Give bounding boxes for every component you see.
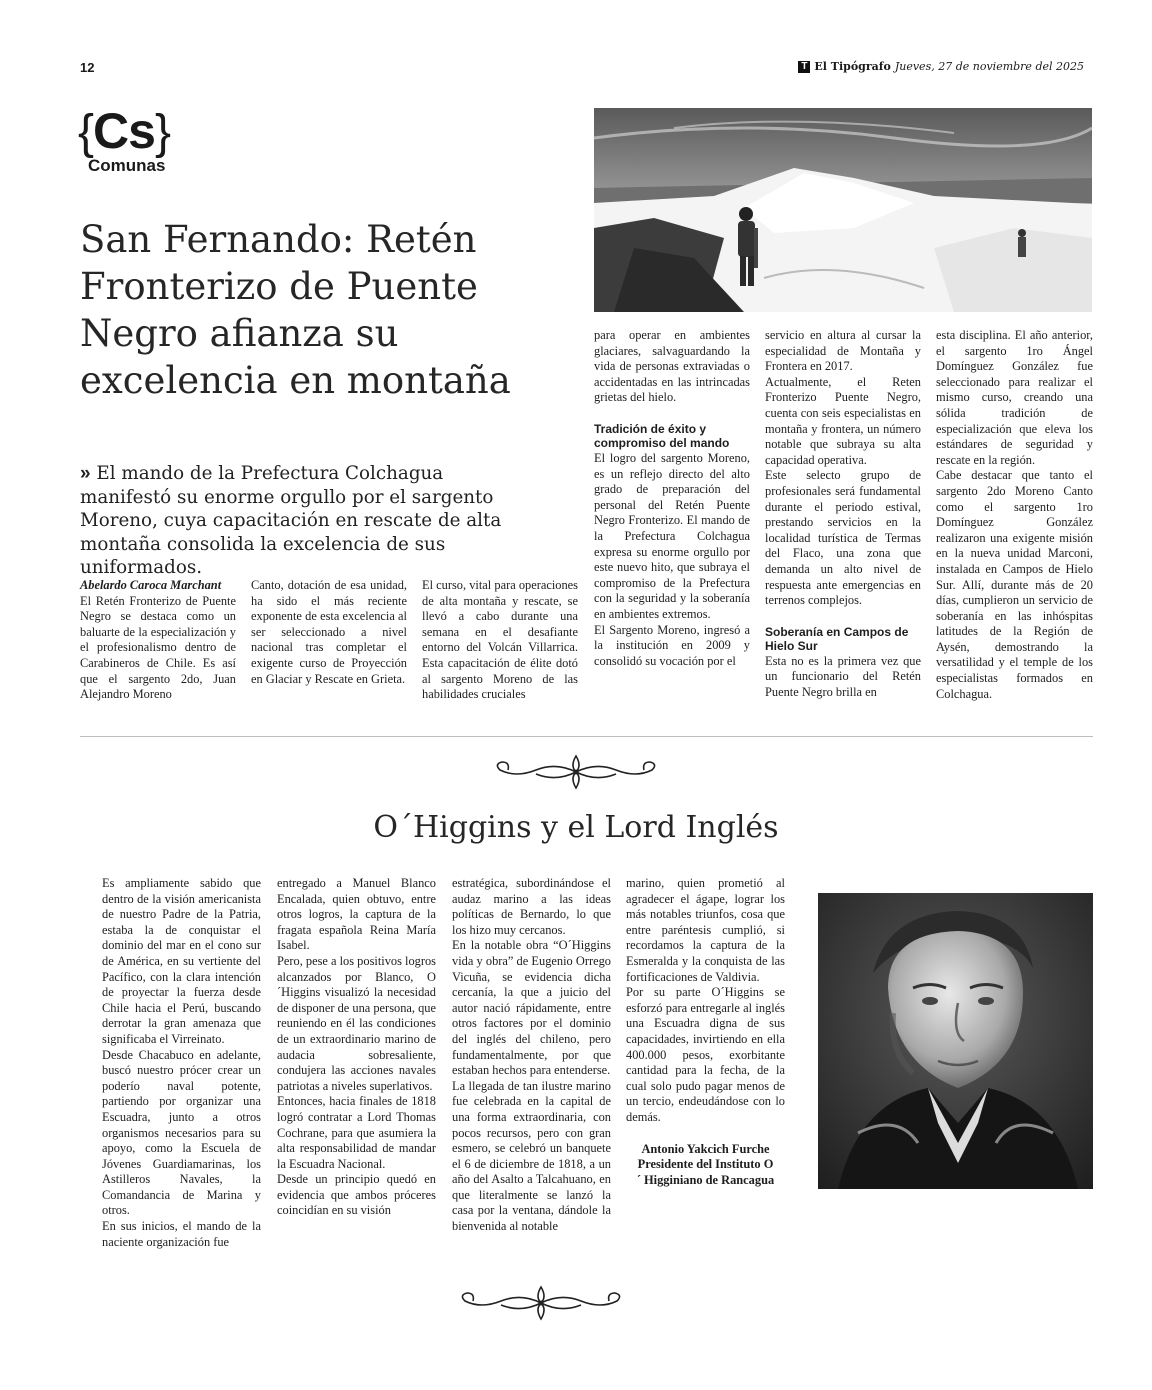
article-deck bbox=[80, 462, 540, 580]
article2-column-2 bbox=[277, 876, 436, 1219]
article-column-6 bbox=[936, 328, 1093, 702]
signature-name: Antonio Yakcich Furche bbox=[641, 1141, 770, 1156]
body-paragraph: marino, quien prometió al agradecer el ágape, lograr los más notables triunfos, cosa que entre paréntesis cumplió, si recordamos la captura de la Esmeralda y la conquista de las fortificaciones de Valdivia. bbox=[626, 876, 785, 984]
ornament-divider-icon bbox=[486, 752, 666, 796]
body-paragraph: entregado a Manuel Blanco Encalada, quien obtuvo, entre otros logros, la captura de la fragata española Reina María Isabel. bbox=[277, 876, 436, 953]
subheading: Tradición de éxito y compromiso del mando bbox=[594, 421, 730, 451]
article-column-2 bbox=[251, 578, 407, 687]
body-paragraph: La llegada de tan ilustre marino fue celebrada en la capital de una forma extraordinaria, con pocos recursos, pero con gran esmero, se celebró un banquete el 6 de diciembre de 1818, a un año del Asalto a Talcahuano, en que literalmente se lanzó la casa por la ventana, dándole la bienvenida al notable bbox=[452, 1078, 611, 1234]
quote-marker-icon: » bbox=[80, 463, 91, 484]
body-paragraph: Este selecto grupo de profesionales será fundamental durante el periodo estival, prestando servicios en la localidad turística de Termas del Flaco, una zona que demanda un alto nivel de respuesta ante emergencias en terrenos complejos. bbox=[765, 468, 921, 608]
article-column-4 bbox=[594, 328, 750, 669]
body-paragraph: Esta no es la primera vez que un funcionario del Retén Puente Negro brilla en bbox=[765, 653, 921, 699]
article-headline: San Fernando: Retén Fronterizo de Puente Negro afianza su excelencia en montaña bbox=[80, 218, 511, 402]
body-paragraph: estratégica, subordinándose el audaz marino a las ideas políticas de Bernardo, lo que los hizo muy cercanos. bbox=[452, 876, 611, 937]
body-paragraph: Actualmente, el Reten Fronterizo Puente Negro, cuenta con seis especialistas en montaña y frontera, un número notable que subraya su alta capacidad operativa. bbox=[765, 374, 921, 467]
body-paragraph: Desde un principio quedó en evidencia que ambos próceres coincidían en su visión bbox=[277, 1172, 436, 1218]
section-divider bbox=[80, 736, 1093, 737]
article2-column-3 bbox=[452, 876, 611, 1235]
body-paragraph: Entonces, hacia finales de 1818 logró contratar a Lord Thomas Cochrane, para que asumiera la alta responsabilidad de mandar la Escuadra Nacional. bbox=[277, 1094, 436, 1171]
climber-figure-distant bbox=[1018, 229, 1026, 257]
newspaper-logo-icon: T bbox=[798, 61, 810, 73]
article2-column-4 bbox=[626, 876, 785, 1188]
issue-date: Jueves, 27 de noviembre del 2025 bbox=[894, 60, 1084, 73]
article2-column-1 bbox=[102, 876, 261, 1250]
body-paragraph: El curso, vital para operaciones de alta montaña y rescate, se llevó a cabo durante una semana en el desafiante entorno del Volcán Villarrica. Esta capacitación de élite dotó al sargento Moreno de las habilidades cruciales bbox=[422, 578, 578, 702]
body-paragraph: Canto, dotación de esa unidad, ha sido el más reciente exponente de esta excelencia al ser seleccionado a nivel nacional tras completar el exigente curso de Proyección en Glaciar y Rescate en Grieta. bbox=[251, 578, 407, 686]
mountain-photo bbox=[594, 108, 1092, 312]
body-paragraph: Es ampliamente sabido que dentro de la visión americanista de nuestro Padre de la Patria, estaba la de conquistar el dominio del mar en el cono sur de América, en su vertiente del Pacífico, con la clara intención de proyectar la fuerza desde Chile hacia el Perú, buscando derrotar la gran amenaza que significaba el Virreinato. bbox=[102, 876, 261, 1046]
body-paragraph: esta disciplina. El año anterior, el sargento 1ro Ángel Domínguez González fue seleccionado para realizar el mismo curso, creando una sólida tradición de especialización que eleva los estándares de seguridad y rescate en la región. bbox=[936, 328, 1093, 467]
body-paragraph: Cabe destacar que tanto el sargento 2do Moreno Canto como el sargento 1ro Domínguez González realizaron una exigente misión en la nueva unidad Marconi, instalada en Campos de Hielo Sur. Allí, durante más de 20 días, cumplieron un servicio de soberanía en las inhóspitas latitudes de la Región de Aysén, demostrando la versatilidad y el temple de los especialistas formados en Colchagua. bbox=[936, 468, 1093, 701]
section-name: Comunas bbox=[88, 156, 166, 175]
article-column-1 bbox=[80, 578, 236, 703]
body-paragraph: para operar en ambientes glaciares, salvaguardando la vida de personas extraviadas o accidentadas en las intrincadas grietas del hielo. bbox=[594, 328, 750, 405]
masthead bbox=[798, 60, 1084, 73]
body-paragraph: Pero, pese a los positivos logros alcanzados por Blanco, O´Higgins visualizó la necesidad de disponer de una persona, que reuniendo en él las condiciones de un extraordinario marino de audacia sobresaliente, condujera las acciones navales patriotas a niveles superlativos. bbox=[277, 953, 437, 1093]
article2-title: O´Higgins y el Lord Inglés bbox=[373, 810, 779, 845]
body-paragraph: El Retén Fronterizo de Puente Negro se destaca como un baluarte de la especialización y el profesionalismo dentro de Carabineros de Chile. Es así que el sargento 2do, Juan Alejandro Moreno bbox=[80, 593, 236, 702]
body-paragraph: Desde Chacabuco en adelante, buscó nuestro prócer crear un poderío naval potente, partiendo por organizar una Escuadra, junto a otros organismos necesarios para su apoyo, como la Escuela de Jóvenes Guardiamarinas, los Astilleros Navales, la Comandancia de Marina y otros. bbox=[102, 1047, 261, 1218]
section-logo: {Cs} Comunas bbox=[78, 103, 170, 175]
signature-role: Presidente del Instituto O´ Higginiano de Rancagua bbox=[636, 1157, 775, 1187]
ohiggins-portrait bbox=[818, 893, 1093, 1189]
deck-text: El mando de la Prefectura Colchagua manifestó su enorme orgullo por el sargento Moreno, cuya capacitación en rescate de alta montaña consolida la excelencia de sus uniformados. bbox=[80, 463, 502, 578]
article-author: Abelardo Caroca Marchant bbox=[80, 578, 222, 592]
subheading: Soberanía en Campos de Hielo Sur bbox=[765, 624, 909, 654]
page-number: 12 bbox=[80, 60, 95, 75]
article-column-5 bbox=[765, 328, 921, 700]
body-paragraph: servicio en altura al cursar la especialidad de Montaña y Frontera en 2017. bbox=[765, 328, 921, 374]
body-paragraph: En sus inicios, el mando de la naciente organización fue bbox=[102, 1219, 261, 1249]
body-paragraph: El Sargento Moreno, ingresó a la institución en 2009 y consolidó su vocación por el bbox=[594, 622, 750, 668]
body-paragraph: Por su parte O´Higgins se esforzó para entregarle al inglés una Escuadra digna de sus capacidades, invirtiendo en ella 400.000 pesos, exorbitante cantidad para la fecha, de la cual solo pudo pagar menos de un tercio, endeudándose con lo demás. bbox=[626, 985, 785, 1124]
body-paragraph: En la notable obra “O´Higgins vida y obra” de Eugenio Orrego Vicuña, se evidencia dicha cercanía, la que a juicio del autor nació rápidamente, entre otros factores por el dominio del inglés del chileno, pero fundamentalmente, por que estaban hechos para entenderse. bbox=[452, 938, 611, 1078]
ornament-divider-icon bbox=[451, 1283, 631, 1327]
article-column-3 bbox=[422, 578, 578, 703]
body-paragraph: El logro del sargento Moreno, es un reflejo directo del alto grado de preparación del personal del Retén Puente Negro Fronterizo. El mando de la Prefectura Colchagua expresa su enorme orgullo por este nuevo hito, que subraya el compromiso de la Prefectura con la seguridad y la soberanía en ambientes extremos. bbox=[594, 450, 750, 621]
paper-name: El Tipógrafo bbox=[814, 60, 891, 73]
section-abbr: Cs bbox=[93, 103, 155, 159]
